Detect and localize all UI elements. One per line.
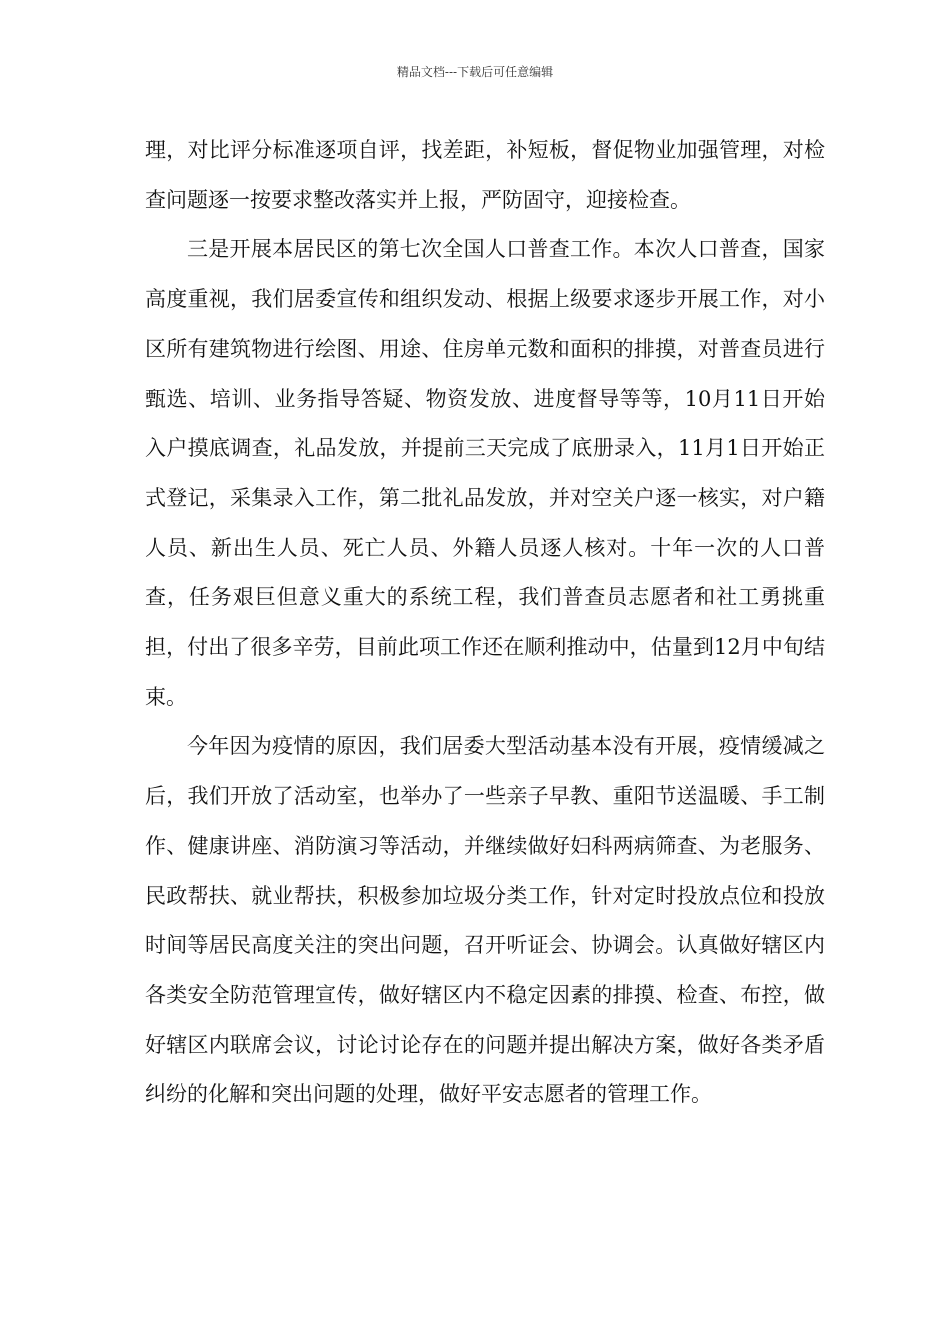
paragraph-activities: 今年因为疫情的原因，我们居委大型活动基本没有开展，疫情缓减之后，我们开放了活动室，也举办了一些亲子早教、重阳节送温暖、手工制作、健康讲座、消防演习等活动，并继续做好妇科两病筛查、为老服务、民政帮扶、就业帮扶，积极参加垃圾分类工作，针对定时投放点位和投放时间等居民高度关注的突出问题，召开听证会、协调会。认真做好辖区内各类安全防范管理宣传，做好辖区内不稳定因素的排摸、检查、布控，做好辖区内联席会议，讨论讨论存在的问题并提出解决方案，做好各类矛盾纠纷的化解和突出问题的处理，做好平安志愿者的管理工作。 xyxy=(145,734,825,1107)
document-body xyxy=(145,126,825,1120)
paragraph-census: 三是开展本居民区的第七次全国人口普查工作。本次人口普查，国家高度重视，我们居委宣传和组织发动、根据上级要求逐步开展工作，对小区所有建筑物进行绘图、用途、住房单元数和面积的排摸，对普查员进行甄选、培训、业务指导答疑、物资发放、进度督导等等，10月11日开始入户摸底调查，礼品发放，并提前三天完成了底册录入，11月1日开始正式登记，采集录入工作，第二批礼品发放，并对空关户逐一核实，对户籍人员、新出生人员、死亡人员、外籍人员逐人核对。十年一次的人口普查，任务艰巨但意义重大的系统工程，我们普查员志愿者和社工勇挑重担，付出了很多辛劳，目前此项工作还在顺利推动中，估量到12月中旬结束。 xyxy=(145,237,825,709)
page-header: 精品文档---下载后可任意编辑 xyxy=(396,65,554,79)
paragraph-continued: 理，对比评分标准逐项自评，找差距，补短板，督促物业加强管理，对检查问题逐一按要求整改落实并上报，严防固守，迎接检查。 xyxy=(145,138,825,212)
